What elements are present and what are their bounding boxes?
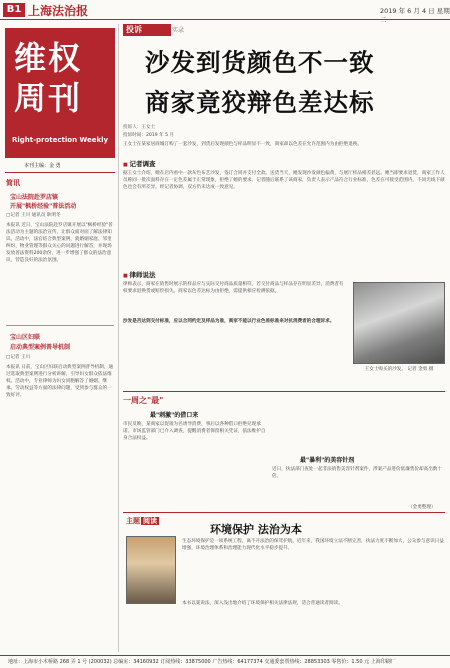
reading-book-note: 本书以案说法，深入浅出地介绍了环境保护相关法律法规，适合普通读者阅读。	[182, 601, 343, 606]
divider	[123, 512, 445, 513]
author-photo	[126, 536, 176, 604]
issue-date: 2019 年 6 月 4 日 星期二	[380, 7, 450, 24]
sofa-photo	[353, 282, 445, 364]
kicker-label: 投诉	[123, 24, 171, 36]
kicker-tag: 实录	[172, 27, 185, 34]
page-footer: 地址：上海市小木桥路 268 弄 1 号 (200032) 总编室：34160932 订阅热线：33875000 广告热线：64177374 交通委套票热线：28853303 零售价：1.50 元 上海印刷厂	[0, 655, 450, 668]
brief1-title: 宝山法院赴罗店镇	[10, 194, 59, 201]
weekly1-body: 市民反映，某商家以促销为名诱导消费，事后以各种借口拒绝兑现承诺。市场监管部门已介入调查，提醒消费者保留相关凭证，依法维护自身合法权益。	[123, 422, 266, 442]
brief1-reporter: □记者 王川 通讯员 耿明冬	[6, 213, 61, 218]
brief2-title: 宝山区妇联	[10, 334, 41, 341]
investigation-body: 据王女士介绍，她在店内看中一款灰色布艺沙发，签订合同并支付全款。送货当天，她发现沙发颜色偏黄，与展厅样品相差甚远。她当即要求退货，商家工作人员称同一批次面料存在一定色差属于正常现象，拒绝了她的要求。记者随后联系了该商家，负责人表示产品符合行业标准，色差在可接受范围内，不同光线下颜色也会有所差异。经记者协调，双方仍未达成一致意见。	[123, 171, 445, 191]
weekly-note: （金勇整理）	[408, 505, 436, 510]
column-separator	[118, 24, 119, 652]
page-number: B1	[3, 3, 25, 17]
divider	[5, 172, 115, 173]
weekly2-title: 最"暴利"的美容针剂	[300, 457, 355, 464]
weekly2-body: 近日，执法部门查处一起非法销售美容针剂案件，涉案产品进价低廉售价却高出数十倍。	[272, 467, 442, 480]
weekly-most-label: 一周之"最"	[123, 396, 164, 405]
reading-title: 环境保护 法治为本	[210, 523, 302, 536]
brief2-body: 本报讯 日前，宝山区妇联启动典型案例普导机制，通过选取典型案例进行分析讲解，引导妇女群众依法维权。活动中，专业律师为妇女同胞解答了婚姻、继承、劳动权益等方面的法律问题，受到参与群众的一致好评。	[6, 365, 114, 399]
section-title-line2: 周刊	[14, 79, 83, 117]
reading-body: 生态环境保护是一项系统工程，离不开法治的保驾护航。近年来，我国环境立法不断完善，执法力度不断加大，公众参与意识日益增强，环境治理体系和治理能力现代化水平稳步提升。	[182, 539, 444, 552]
headline-line1: 沙发到货颜色不一致	[145, 48, 375, 77]
reading-kicker-part1: 主题	[126, 517, 140, 525]
lawyer-emphasis: 沙发是否达到交付标准，应以合同约定及样品为准，商家不能以行业色差标准来对抗消费者的合理诉求。	[123, 319, 335, 324]
brief-label: 简讯	[6, 179, 20, 187]
intro-text: 王女士在某家居商城订购了一套沙发，到货后发现颜色与样品明显不一致，商家却以色差在允许范围内为由拒绝退换。	[123, 142, 362, 147]
brief1-body: 本报讯 近日，宝山法院赴罗店镇开展以"枫桥经验"普法活动为主题的法治宣传，让群众面对面了解法律知识。活动中，法官结合典型案例，就婚姻家庭、邻里纠纷、物业管理等群众关心的问题进行解答，并现场发放普法资料200余份，进一步增强了群众的法治意识，营造良好的法治氛围。	[6, 223, 113, 264]
complaint-date: 投诉时间：2019 年 5 月	[123, 133, 175, 138]
divider	[6, 325, 114, 326]
reading-kicker	[126, 516, 159, 526]
photo-caption: 王女士购买的沙发。 记者 金勇 摄	[364, 367, 434, 372]
editor-credit: 本刊主编：金 勇	[24, 163, 61, 169]
section-investigation-label: ■ 记者调查	[123, 159, 155, 168]
divider	[123, 391, 445, 392]
brief2-reporter: □记者 王川	[6, 355, 31, 360]
section-title	[14, 38, 82, 118]
brief1-subtitle: 开展"枫桥经验"普法活动	[10, 203, 77, 210]
section-lawyer-label: ■ 律师说法	[123, 270, 155, 279]
section-subtitle: Right-protection Weekly	[12, 136, 109, 144]
reading-kicker-part2: 阅读	[143, 517, 157, 525]
complainant: 投诉人：王女士	[123, 125, 156, 130]
weekly1-title: 最"刺激"的借口来	[150, 412, 199, 419]
newspaper-masthead: 上海法治报	[28, 4, 89, 18]
lawyer-body: 律师表示，商家在销售时展示的样品应与实际交付商品质量相符。若交付商品与样品存在明显差异，消费者有权要求退换货或赔偿损失。商家以色差达标为由拒绝，需提供相应检测依据。	[123, 282, 344, 295]
brief2-subtitle: 启动典型案例普导机制	[10, 344, 71, 351]
section-title-line1: 维权	[14, 39, 83, 77]
headline-line2: 商家竟狡辩色差达标	[145, 88, 375, 117]
